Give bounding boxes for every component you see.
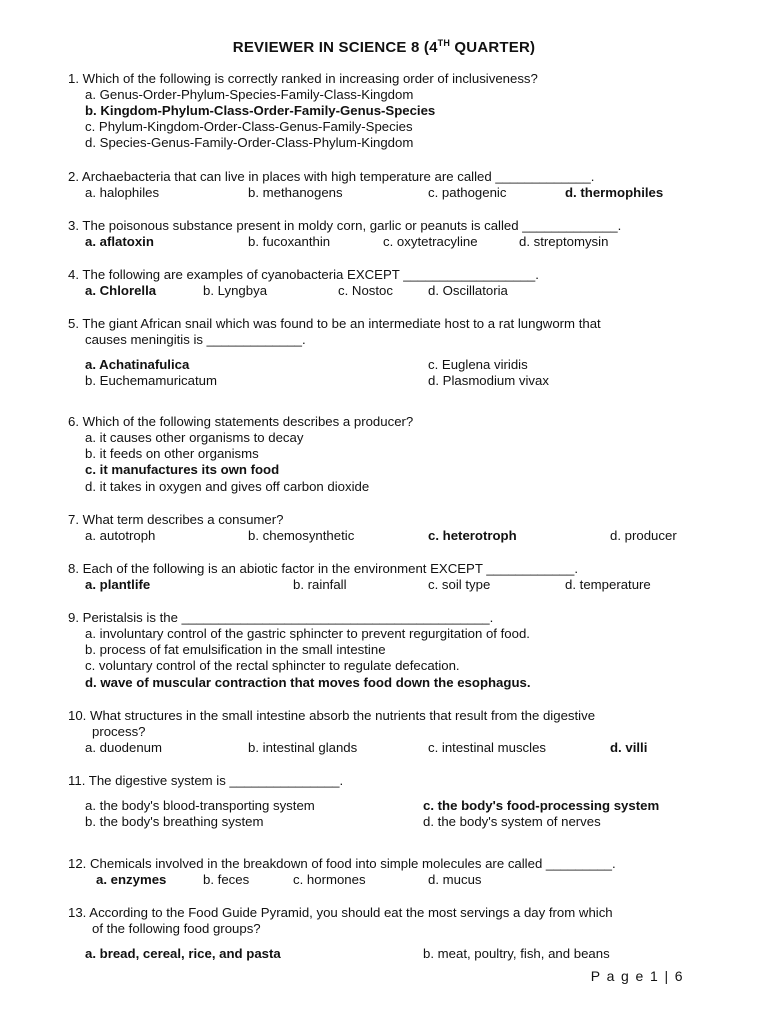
question-3: 3. The poisonous substance present in moldy corn, garlic or peanuts is called _____________. xyxy=(68,218,622,233)
question-13-continued: of the following food groups? xyxy=(92,921,261,936)
q6-option-c-answer: c. it manufactures its own food xyxy=(85,462,280,477)
q1-option-a: a. Genus-Order-Phylum-Species-Family-Class-Kingdom xyxy=(85,87,414,102)
q1-option-c: c. Phylum-Kingdom-Order-Class-Genus-Family-Species xyxy=(85,119,413,134)
question-1: 1. Which of the following is correctly ranked in increasing order of inclusiveness? xyxy=(68,71,538,86)
q6-option-d: d. it takes in oxygen and gives off carbon dioxide xyxy=(85,479,370,494)
q2-option-c: c. pathogenic xyxy=(428,185,507,200)
q2-option-d-answer: d. thermophiles xyxy=(565,185,664,200)
q7-option-b: b. chemosynthetic xyxy=(248,528,355,543)
q7-option-c-answer: c. heterotroph xyxy=(428,528,517,543)
q12-option-b: b. feces xyxy=(203,872,250,887)
q3-option-b: b. fucoxanthin xyxy=(248,234,331,249)
question-2: 2. Archaebacteria that can live in places with high temperature are called _____________. xyxy=(68,169,595,184)
q7-option-a: a. autotroph xyxy=(85,528,156,543)
q8-option-c: c. soil type xyxy=(428,577,491,592)
q5-option-d: d. Plasmodium vivax xyxy=(428,373,549,388)
q8-option-a-answer: a. plantlife xyxy=(85,577,151,592)
q12-option-d: d. mucus xyxy=(428,872,482,887)
q3-option-c: c. oxytetracyline xyxy=(383,234,478,249)
question-12: 12. Chemicals involved in the breakdown of food into simple molecules are called _________. xyxy=(68,856,616,871)
q11-option-a: a. the body's blood-transporting system xyxy=(85,798,315,813)
q10-option-b: b. intestinal glands xyxy=(248,740,358,755)
question-10: 10. What structures in the small intestine absorb the nutrients that result from the digestive xyxy=(68,708,596,723)
q3-option-a-answer: a. aflatoxin xyxy=(85,234,154,249)
q10-option-c: c. intestinal muscles xyxy=(428,740,546,755)
q2-option-b: b. methanogens xyxy=(248,185,343,200)
q10-option-d-answer: d. villi xyxy=(610,740,648,755)
q6-option-a: a. it causes other organisms to decay xyxy=(85,430,304,445)
title-superscript: TH xyxy=(437,38,451,48)
q13-option-b: b. meat, poultry, fish, and beans xyxy=(423,946,610,961)
q11-option-c-answer: c. the body's food-processing system xyxy=(423,798,660,813)
q5-option-c: c. Euglena viridis xyxy=(428,357,528,372)
q4-option-d: d. Oscillatoria xyxy=(428,283,508,298)
q1-option-b-answer: b. Kingdom-Phylum-Class-Order-Family-Genus-Species xyxy=(85,103,436,118)
title-tail: QUARTER) xyxy=(450,39,536,56)
question-11: 11. The digestive system is _______________. xyxy=(68,773,344,788)
title-text: REVIEWER IN SCIENCE 8 (4 xyxy=(232,39,438,56)
q8-option-d: d. temperature xyxy=(565,577,651,592)
q2-option-a: a. halophiles xyxy=(85,185,160,200)
question-4: 4. The following are examples of cyanobacteria EXCEPT __________________. xyxy=(68,267,539,282)
question-8: 8. Each of the following is an abiotic factor in the environment EXCEPT ____________. xyxy=(68,561,578,576)
q7-option-d: d. producer xyxy=(610,528,677,543)
q13-option-a-answer: a. bread, cereal, rice, and pasta xyxy=(85,946,281,961)
q8-option-b: b. rainfall xyxy=(293,577,347,592)
q6-option-b: b. it feeds on other organisms xyxy=(85,446,259,461)
question-7: 7. What term describes a consumer? xyxy=(68,512,284,527)
q11-option-b: b. the body's breathing system xyxy=(85,814,264,829)
q11-option-d: d. the body's system of nerves xyxy=(423,814,601,829)
q9-option-c: c. voluntary control of the rectal sphincter to regulate defecation. xyxy=(85,658,460,673)
q5-option-a-answer: a. Achatinafulica xyxy=(85,357,190,372)
question-9: 9. Peristalsis is the __________________________________________. xyxy=(68,610,494,625)
page-number: P a g e 1 | 6 xyxy=(590,968,684,984)
q10-option-a: a. duodenum xyxy=(85,740,162,755)
q3-option-d: d. streptomysin xyxy=(519,234,609,249)
q12-option-c: c. hormones xyxy=(293,872,366,887)
q9-option-b: b. process of fat emulsification in the small intestine xyxy=(85,642,386,657)
question-5: 5. The giant African snail which was found to be an intermediate host to a rat lungworm that xyxy=(68,316,601,331)
question-13: 13. According to the Food Guide Pyramid, you should eat the most servings a day from which xyxy=(68,905,613,920)
q4-option-b: b. Lyngbya xyxy=(203,283,268,298)
q9-option-d-answer: d. wave of muscular contraction that moves food down the esophagus. xyxy=(85,675,531,690)
question-10-continued: process? xyxy=(92,724,146,739)
question-6: 6. Which of the following statements describes a producer? xyxy=(68,414,414,429)
q4-option-c: c. Nostoc xyxy=(338,283,393,298)
q5-option-b: b. Euchemamuricatum xyxy=(85,373,217,388)
question-5-continued: causes meningitis is _____________. xyxy=(85,332,306,347)
q12-option-a-answer: a. enzymes xyxy=(96,872,167,887)
q9-option-a: a. involuntary control of the gastric sphincter to prevent regurgitation of food. xyxy=(85,626,530,641)
q1-option-d: d. Species-Genus-Family-Order-Class-Phylum-Kingdom xyxy=(85,135,414,150)
page-title xyxy=(0,38,768,56)
q4-option-a-answer: a. Chlorella xyxy=(85,283,157,298)
